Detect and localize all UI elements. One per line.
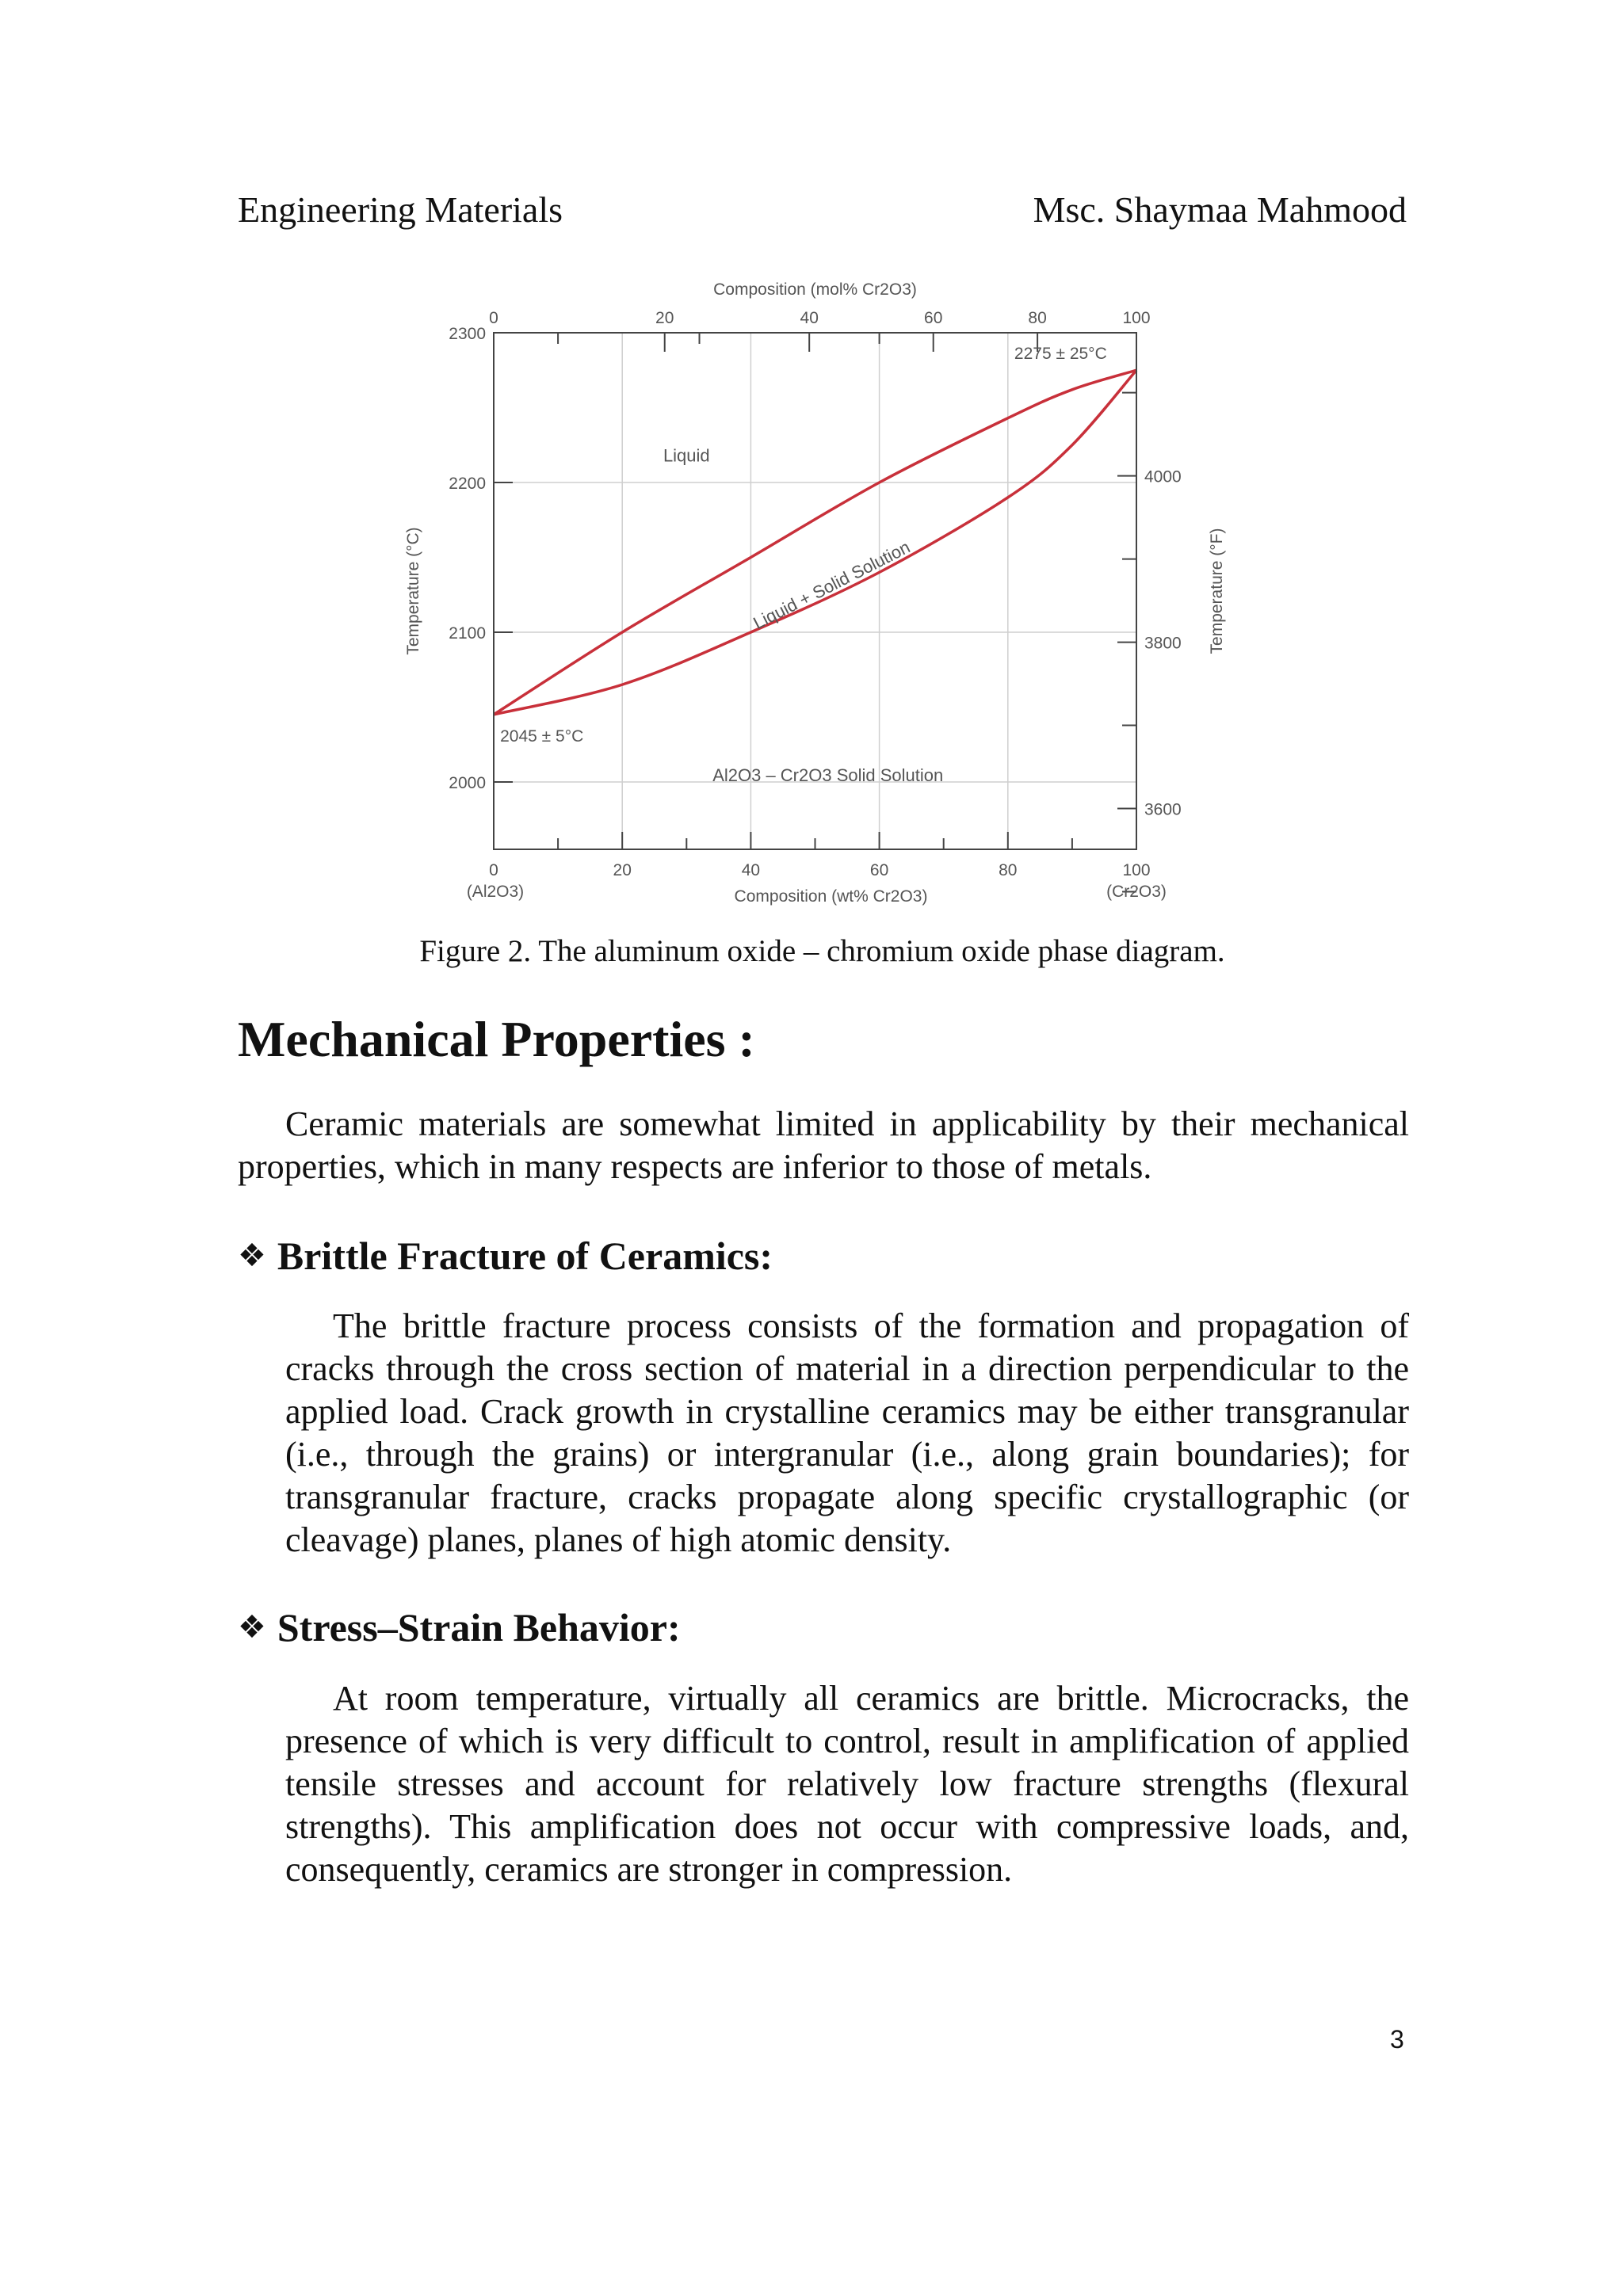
- x-tick-label: 40: [741, 861, 761, 879]
- y-axis-title: Temperature (°C): [404, 527, 422, 655]
- right-tick-label: 3800: [1144, 634, 1182, 653]
- header-course-title: Engineering Materials: [238, 189, 563, 230]
- brittle-fracture-paragraph: The brittle fracture process consists of the formation and propagation of cracks through the cross section of material in a direction perpendicular to the applied load. Crack growth in crystalline ceramics may be either transgranular (i.e., through the grains) or intergranular (i.e., along grain boundaries); for transgranular fracture, cracks propagate along specific crystallographic (or cleavage) planes, planes of high atomic density.: [285, 1306, 1409, 1559]
- subsection-title: Brittle Fracture of Ceramics:: [277, 1234, 773, 1278]
- curve-solidus: [494, 370, 1136, 715]
- top-tick-label: 20: [655, 309, 674, 327]
- page-number: 3: [1390, 2025, 1404, 2054]
- intro-paragraph: Ceramic materials are somewhat limited in applicability by their mechanical properties, which in many respects are inferior to those of metals.: [238, 1104, 1409, 1186]
- top-axis-title: Composition (mol% Cr2O3): [713, 280, 917, 299]
- page-header: [238, 189, 1407, 236]
- header-author: Msc. Shaymaa Mahmood: [1033, 189, 1407, 230]
- diamond-bullet-icon: ❖: [238, 1609, 266, 1646]
- right-tick-label: 4000: [1144, 467, 1182, 486]
- right-tick-label: 3600: [1144, 800, 1182, 819]
- section-title: Mechanical Properties :: [238, 1011, 755, 1067]
- x-tick-label: 0: [489, 861, 498, 879]
- region-label-liquid-solid: Liquid + Solid Solution: [750, 536, 914, 634]
- right-axis-title: Temperature (°F): [1208, 528, 1226, 654]
- y-tick-label: 2100: [449, 624, 486, 643]
- x-tick-label: 80: [999, 861, 1018, 879]
- y-tick-label: 2200: [449, 474, 486, 493]
- x-tick-label: 20: [613, 861, 632, 879]
- x-end-label-cr2o3: (Cr2O3): [1106, 883, 1167, 901]
- y-tick-label: 2300: [449, 325, 486, 343]
- region-label-liquid: Liquid: [663, 445, 710, 466]
- top-tick-label: 80: [1028, 309, 1047, 327]
- diamond-bullet-icon: ❖: [238, 1238, 266, 1274]
- x-end-label-al2o3: (Al2O3): [466, 883, 525, 901]
- top-tick-label: 0: [489, 309, 498, 327]
- x-axis-title: Composition (wt% Cr2O3): [734, 887, 928, 906]
- subsection-stress-strain: [238, 1604, 681, 1650]
- region-label-solid-solution: Al2O3 – Cr2O3 Solid Solution: [712, 765, 944, 785]
- x-tick-label: 60: [869, 861, 889, 879]
- x-tick-label: 100: [1122, 861, 1151, 879]
- y-tick-label: 2000: [449, 773, 486, 792]
- chart-curves: [494, 370, 1136, 715]
- subsection-brittle-fracture: [238, 1233, 773, 1279]
- annotation-min-temp: 2045 ± 5°C: [500, 727, 584, 746]
- figure-caption: Figure 2. The aluminum oxide – chromium oxide phase diagram.: [419, 934, 1225, 968]
- top-tick-label: 40: [800, 309, 819, 327]
- top-tick-label: 60: [924, 309, 943, 327]
- top-tick-label: 100: [1122, 309, 1151, 327]
- chart-ticks: [494, 333, 1136, 892]
- annotation-max-temp: 2275 ± 25°C: [1014, 345, 1107, 364]
- phase-diagram-chart: [380, 269, 1252, 927]
- stress-strain-paragraph: At room temperature, virtually all ceramics are brittle. Microcracks, the presence of which is very difficult to control, result in amplification of applied tensile stresses and account for relatively low fracture strengths (flexural strengths). This amplification does not occur with compressive loads, and, consequently, ceramics are stronger in compression.: [285, 1679, 1409, 1889]
- curve-liquidus: [494, 370, 1136, 715]
- subsection-title: Stress–Strain Behavior:: [277, 1605, 681, 1650]
